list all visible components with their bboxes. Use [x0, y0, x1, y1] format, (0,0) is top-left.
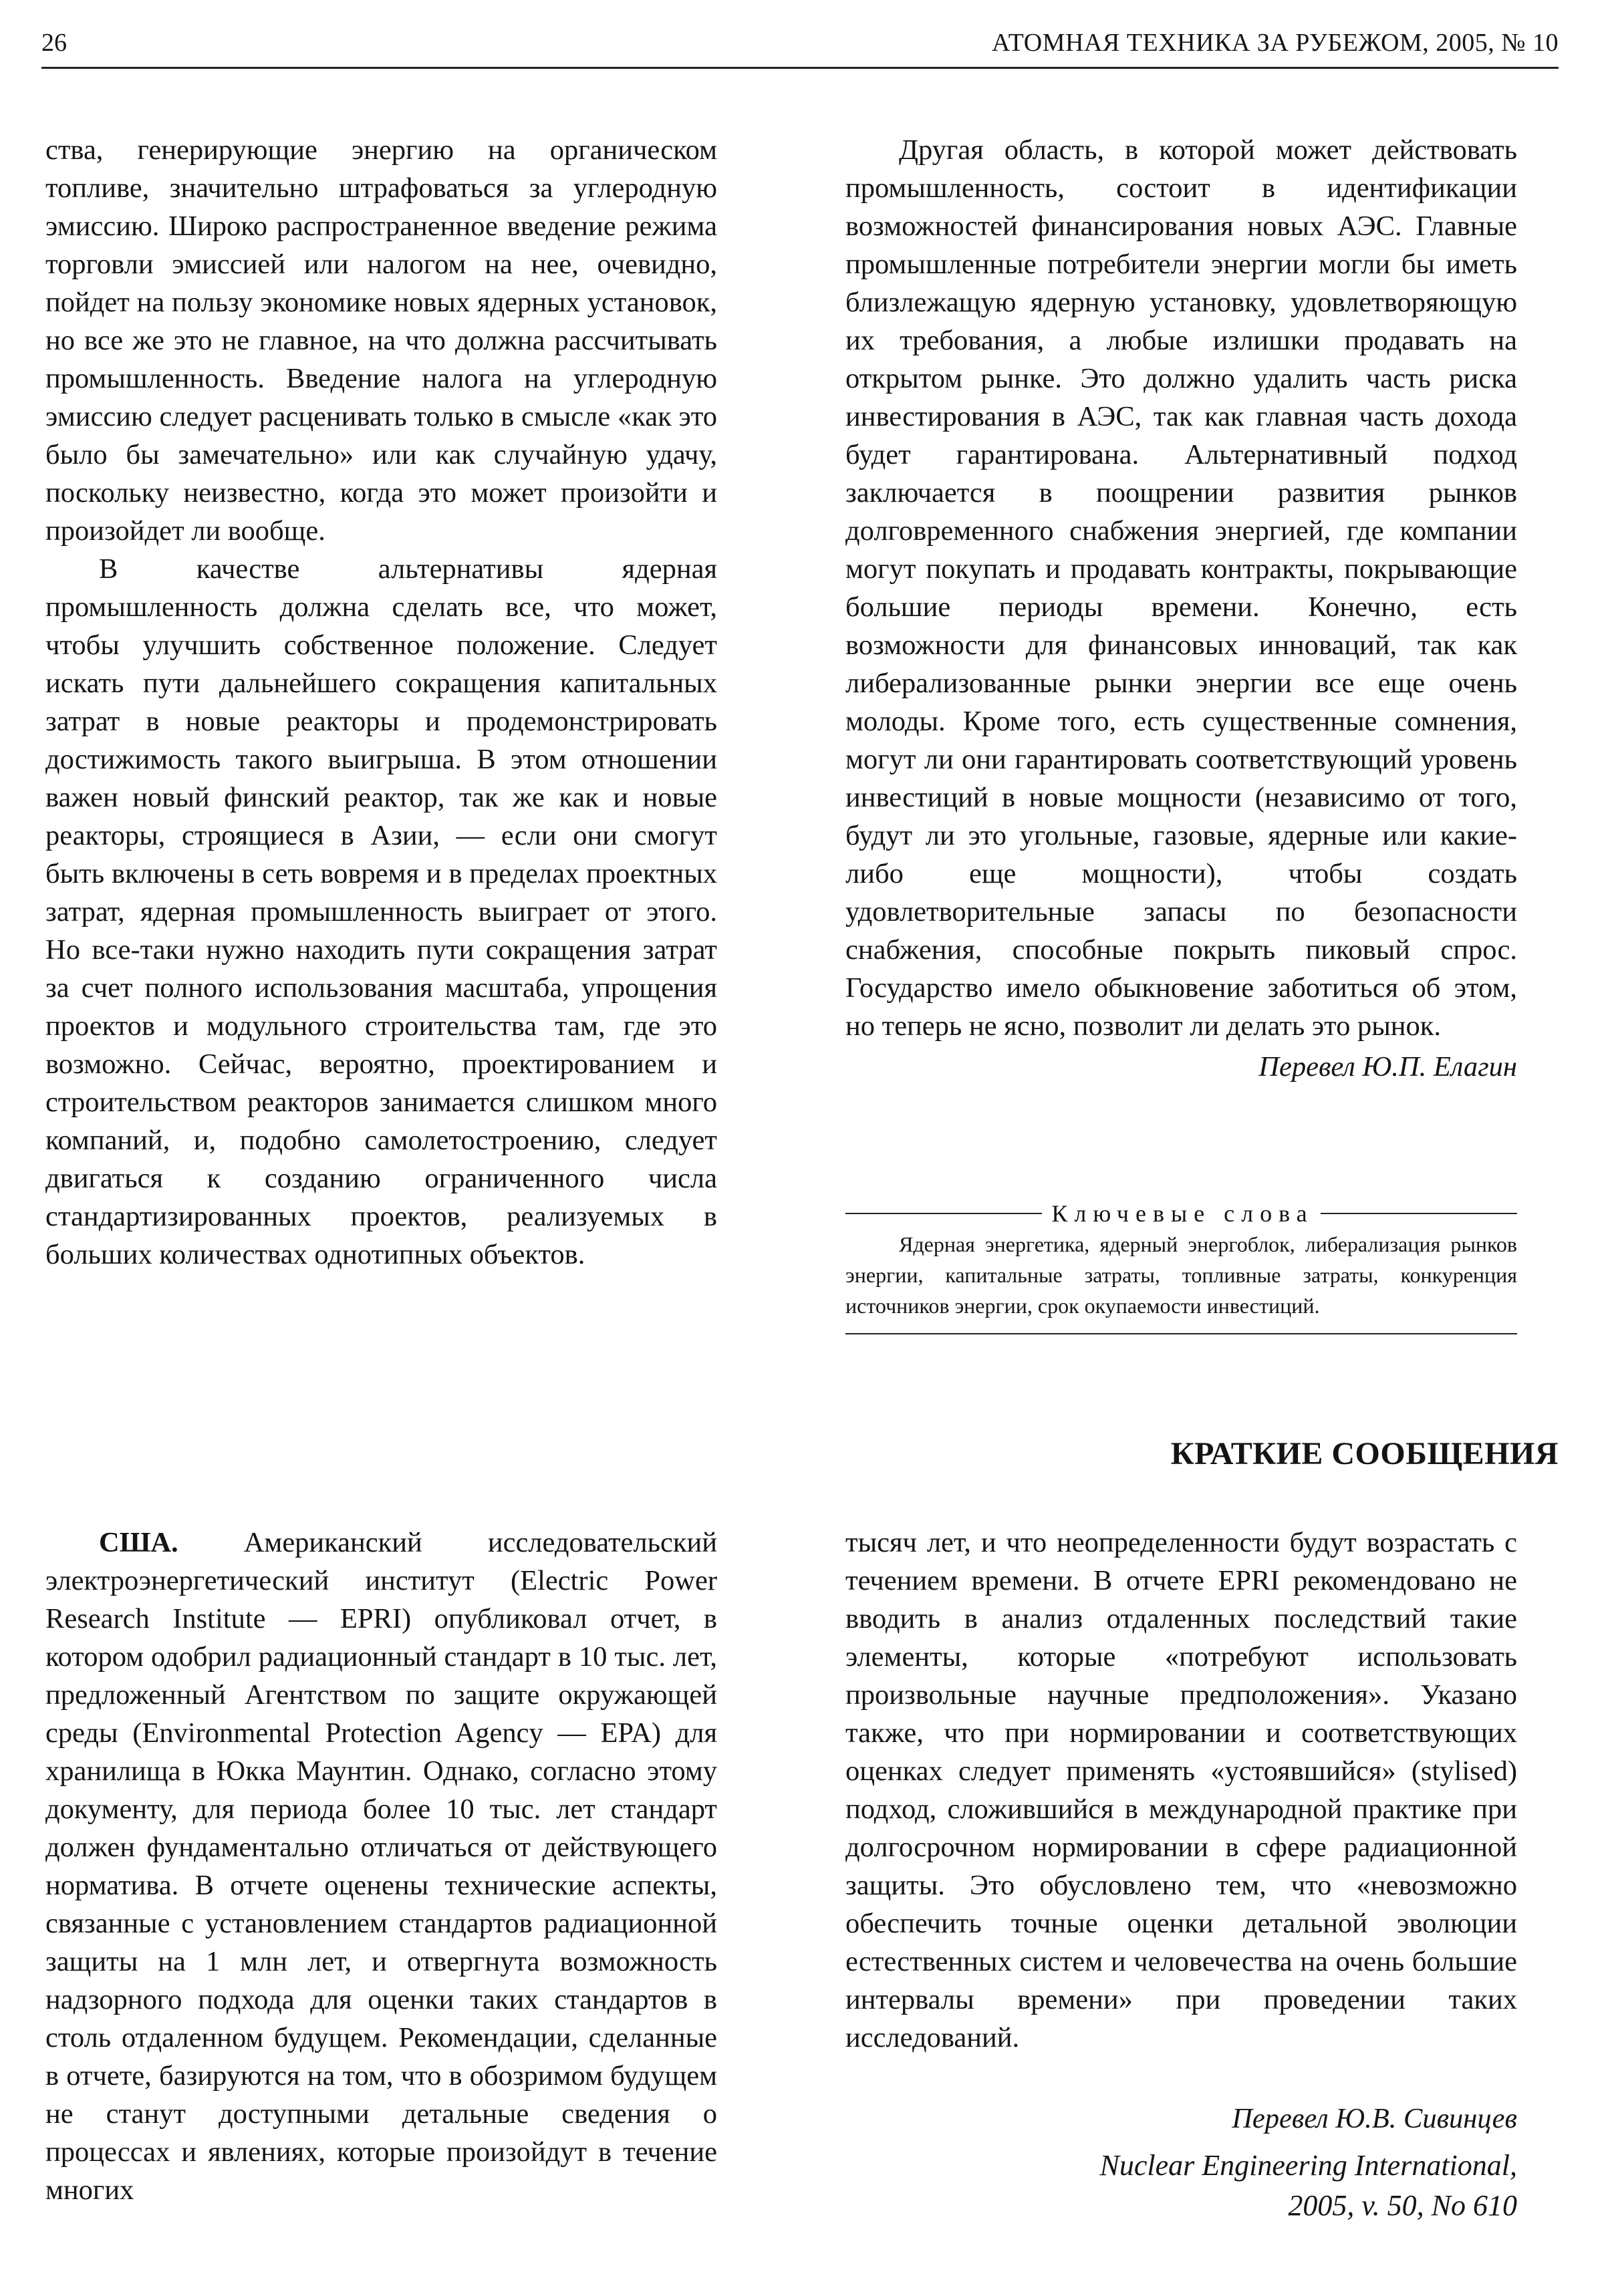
divider: [845, 1333, 1517, 1334]
translator-credit: Перевел Ю.П. Елагин: [1258, 1051, 1517, 1083]
divider: [845, 1213, 1042, 1214]
keywords-text: Ядерная энергетика, ядерный энергоблок, либерализация рынков энергии, капитальные затраты, топливные затраты, конкуренция источников энергии, срок окупаемости инвестиций.: [845, 1232, 1517, 1318]
source-reference: 2005, v. 50, No 610: [1288, 2189, 1517, 2222]
article-right-column: [845, 131, 1517, 1086]
page-header: [41, 27, 1559, 69]
translator-credit: Перевел Ю.В. Сивинцев: [1232, 2103, 1517, 2134]
page-number: 26: [41, 29, 67, 57]
news-text: Американский исследовательский электроэнергетический институт (Electric Power Research Institute — EPRI) опубликовал отчет, в котором одобрил радиационный стандарт в 10 тыс. лет, предложенный Агентством по защите окружающей среды (Environmental Protection Agency — EPA) для хранилища в Юкка Маунтин. Однако, согласно этому документу, для периода более 10 тыс. лет стандарт должен фундаментально отличаться от действующего норматива. В отчете оценены технические аспекты, связанные с установлением стандартов радиационной защиты на 1 млн лет, и отвергнута возможность надзорного подхода для оценки таких стандартов в столь отдаленном будущем. Рекомендации, сделанные в отчете, базируются на том, что в обозримом будущем не станут доступными детальные сведения о процессах и явлениях, которые произойдут в течение многих: [45, 1527, 717, 2206]
keywords-box: [845, 1199, 1517, 1334]
news-paragraph: тысяч лет, и что неопределенности будут возрастать с течением времени. В отчете EPRI рекомендовано не вводить в анализ отдаленных последствий такие элементы, которые «потребуют использовать произвольные научные предположения». Указано также, что при нормировании и соответствующих оценках следует применять «устоявшийся» (stylised) подход, сложившийся в международной практике при долгосрочном нормировании в сфере радиационной защиты. Это обусловлено тем, что «невозможно обеспечить точные оценки детальной эволюции естественных систем и человечества на очень большие интервалы времени» при проведении таких исследований.: [845, 1527, 1517, 2053]
article-paragraph: Другая область, в которой может действовать промышленность, состоит в идентификации возможностей финансирования новых АЭС. Главные промышленные потребители энергии могли бы иметь близлежащую ядерную установку, удовлетворяющую их требования, а любые излишки продавать на открытом рынке. Это должно удалить часть риска инвестирования в АЭС, так как главная часть дохода будет гарантирована. Альтернативный подход заключается в поощрении развития рынков долговременного снабжения энергией, где компании могут покупать и продавать контракты, покрывающие большие периоды времени. Конечно, есть возможности для финансовых инноваций, так как либерализованные рынки энергии все еще очень молоды. Кроме того, есть существенные сомнения, могут ли они гарантировать соответствующий уровень инвестиций в новые мощности (независимо от того, будут ли это угольные, газовые, ядерные или какие-либо еще мощности), чтобы создать удовлетворительные запасы по безопасности снабжения, способные покрыть пиковый спрос. Государство имело обыкновение заботиться об этом, но теперь не ясно, позволит ли делать это рынок.: [845, 134, 1517, 1042]
news-lead: США.: [99, 1527, 178, 1558]
source-reference: Nuclear Engineering International,: [1099, 2149, 1517, 2182]
keywords-label: Ключевые слова: [1051, 1200, 1314, 1227]
article-paragraph: ства, генерирующие энергию на органическом топливе, значительно штрафоваться за углеродную эмиссию. Широко распространенное введение режима торговли эмиссией или налогом на нее, очевидно, пойдет на пользу экономике новых ядерных установок, но все же это не главное, на что должна рассчитывать промышленность. Введение налога на углеродную эмиссию следует расценивать только в смысле «как это было бы замечательно» или как случайную удачу, поскольку неизвестно, когда это может произойти и произойдет ли вообще.: [45, 134, 717, 547]
divider: [1321, 1213, 1517, 1214]
news-paragraph: [45, 1524, 717, 2209]
keywords-heading: [845, 1199, 1517, 1228]
section-title: КРАТКИЕ СООБЩЕНИЯ: [1170, 1436, 1559, 1471]
news-left-column: [45, 1524, 717, 2209]
news-right-column: [845, 1524, 1517, 2226]
article-paragraph: В качестве альтернативы ядерная промышленность должна сделать все, что может, чтобы улучшить собственное положение. Следует искать пути дальнейшего сокращения капитальных затрат в новые реакторы и продемонстрировать достижимость такого выигрыша. В этом отношении важен новый финский реактор, так же как и новые реакторы, строящиеся в Азии, — если они смогут быть включены в сеть вовремя и в пределах проектных затрат, ядерная промышленность выиграет от этого. Но все-таки нужно находить пути сокращения затрат за счет полного использования масштаба, упрощения проектов и модульного строительства там, где это возможно. Сейчас, вероятно, проектированием и строительством реакторов занимается слишком много компаний, и, подобно самолетостроению, следует двигаться к созданию ограниченного числа стандартизированных проектов, реализуемых в больших количествах однотипных объектов.: [45, 553, 717, 1270]
journal-title: АТОМНАЯ ТЕХНИКА ЗА РУБЕЖОМ, 2005, № 10: [991, 29, 1559, 57]
article-left-column: [45, 131, 717, 1274]
